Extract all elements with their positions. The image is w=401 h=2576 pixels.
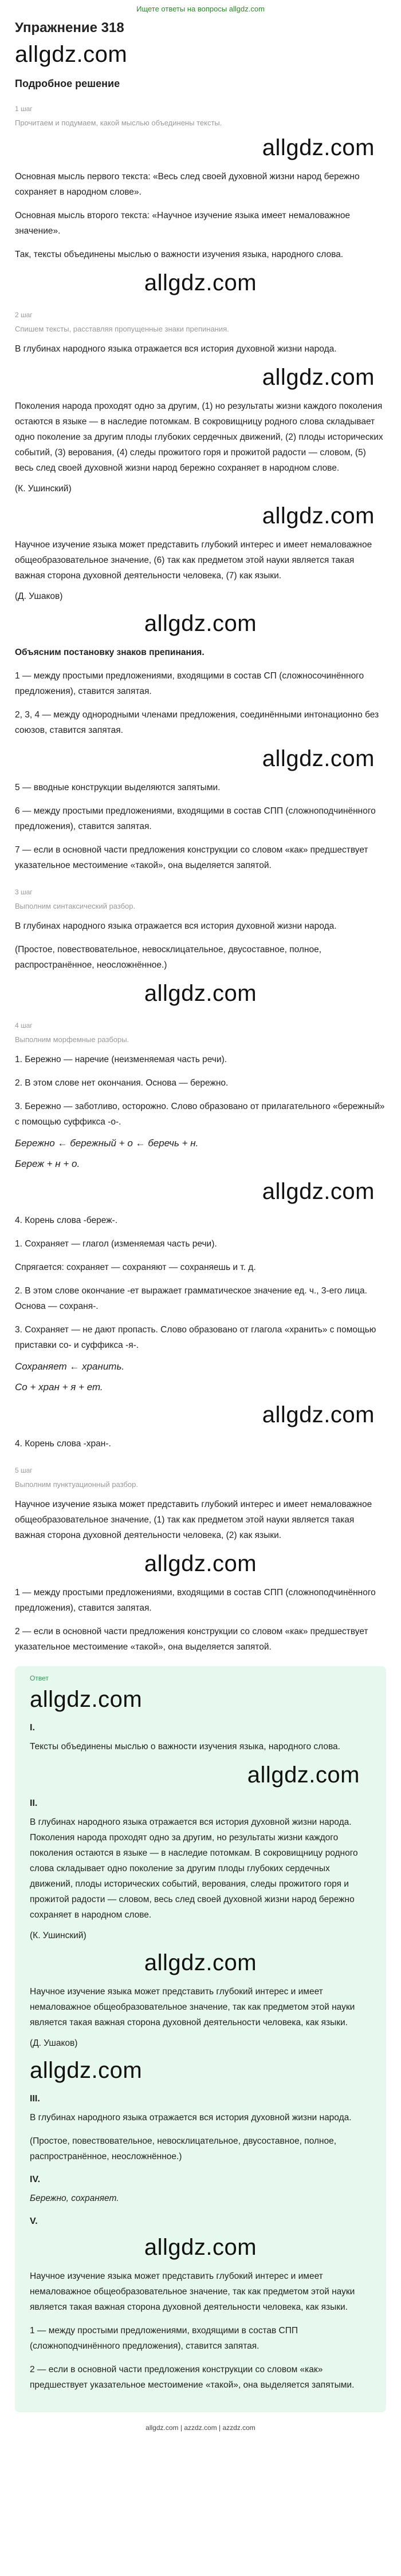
text-paragraph: Поколения народа проходят одно за другим, (1) но результаты жизни каждого поколения остаются в языке — в наследие потомкам. В сокровищницу родного слова складывает одно поколение за другим плоды глубоких сердечных движений, (2) плоды исторических событий, (3) верования, (4) следы прожитого горя и прожитой радости — словом, (5) весь след своей духовной жизни народ бережно сохраняет в народном слове.	[15, 401, 383, 473]
step-label: 5 шаг	[15, 1466, 33, 1474]
morph-line: 2. В этом слове окончание -ет выражает грамматическое значение ед. ч., 3-его лица. Основа — сохраня-.	[15, 1286, 367, 1311]
answer-text: Научное изучение языка может представить глубокий интерес и имеет немаловажное общеобразовательное значение, так как предметом этой науки является такая важная сторона духовной деятельности человека, как языки.	[30, 2271, 355, 2312]
answer-text: В глубинах народного языка отражается вся история духовной жизни народа. Поколения народа проходят одно за другим, но результаты жизни каждого поколения остаются в языке — в наследие потомкам. В сокровищницу родного слова складывает одно поколение за другим плоды глубоких сердечных движений, плоды исторических событий, верования, следы прожитого горя и прожитой радости — словом, весь след своей духовной жизни народ бережно сохраняет в народном слове.	[30, 1817, 358, 1920]
step-note: Выполним пунктуационный разбор.	[15, 1480, 138, 1489]
answer-section-number: IV.	[30, 2175, 41, 2184]
punct-rule: 2, 3, 4 — между однородными членами предложения, соединёнными интонационно без союзов, ставится запятая.	[15, 710, 379, 735]
step-label: 3 шаг	[15, 888, 33, 896]
watermark: allgdz.com	[144, 270, 257, 295]
answer-section-number: V.	[30, 2216, 38, 2226]
step-note: Выполним синтаксический разбор.	[15, 902, 136, 910]
top-link[interactable]: Ищете ответы на вопросы allgdz.com	[136, 5, 265, 13]
morph-line: Спрягается: сохраняет — сохраняют — сохраняешь и т. д.	[15, 1263, 256, 1272]
answer-label: Ответ	[30, 1674, 49, 1682]
solution-heading: Подробное решение	[15, 78, 120, 89]
text-sentence: В глубинах народного языка отражается вся история духовной жизни народа.	[15, 344, 337, 354]
morph-line: 4. Корень слова -береж-.	[15, 1216, 118, 1225]
paragraph: Так, тексты объединены мыслью о важности изучения языка, народного слова.	[15, 250, 344, 259]
watermark: allgdz.com	[30, 2058, 143, 2083]
punct-title: Объясним постановку знаков препинания.	[15, 648, 205, 657]
watermark: allgdz.com	[144, 981, 257, 1006]
answer-text: (Простое, повествовательное, невосклицательное, двусоставное, полное, распространённое, неосложнённое.)	[30, 2136, 337, 2161]
syntax-sentence: В глубинах народного языка отражается вся история духовной жизни народа.	[15, 921, 337, 931]
watermark: allgdz.com	[144, 1551, 257, 1576]
footer-links[interactable]: allgdz.com | azzdz.com | azzdz.com	[146, 2424, 255, 2432]
author: (Д. Ушаков)	[30, 2038, 78, 2048]
punct-rule: 6 — между простыми предложениями, входящими в состав СПП (сложноподчинённого предложения), ставится запятая.	[15, 806, 376, 831]
answer-text: Бережно, сохраняет.	[30, 2194, 119, 2203]
morph-line: 2. В этом слове нет окончания. Основа — бережно.	[15, 1078, 229, 1088]
watermark: allgdz.com	[144, 2235, 257, 2260]
morph-formula: Береж + н + о.	[15, 1158, 80, 1169]
watermark: allgdz.com	[15, 42, 128, 67]
punct-rule: 1 — между простыми предложениями, входящими в состав СПП (сложноподчинённого предложения), ставится запятая.	[15, 1588, 376, 1613]
punct-rule: 7 — если в основной части предложения конструкции со словом «как» предшествует указательное местоимение «такой», она выделяется запятой.	[15, 845, 368, 870]
morph-formula: Бережно ← бережный + о ← беречь + н.	[15, 1138, 199, 1149]
morph-line: 3. Бережно — заботливо, осторожно. Слово образовано от прилагательного «бережный» с помощью суффикса -о-.	[15, 1102, 385, 1127]
answer-text: Научное изучение языка может представить глубокий интерес и имеет немаловажное общеобразовательное значение, так как предметом этой науки является такая важная сторона духовной деятельности человека, как языки.	[30, 1987, 355, 2027]
answer-section-number: III.	[30, 2094, 40, 2104]
morph-line: 3. Сохраняет — не дают пропасть. Слово образовано от глагола «хранить» с помощью приставки со- и суффикса -я-.	[15, 1325, 376, 1350]
author: (Д. Ушаков)	[15, 591, 63, 601]
watermark: allgdz.com	[262, 746, 375, 771]
punct-sentence: Научное изучение языка может представить глубокий интерес и имеет немаловажное общеобразовательное значение, (1) так как предметом этой науки является такая важная сторона духовной деятельности человека, (2) как языки.	[15, 1500, 372, 1540]
punct-rule: 1 — между простыми предложениями, входящими в состав СП (сложносочинённого предложения), ставится запятая.	[15, 671, 364, 696]
morph-line: 1. Бережно — наречие (неизменяемая часть речи).	[15, 1055, 227, 1064]
watermark: allgdz.com	[262, 1179, 375, 1204]
morph-line: 1. Сохраняет — глагол (изменяемая часть речи).	[15, 1239, 217, 1249]
morph-formula: Сохраняет ← хранить.	[15, 1361, 125, 1372]
paragraph: Основная мысль второго текста: «Научное изучение языка имеет немаловажное значение».	[15, 211, 351, 236]
morph-line: 4. Корень слова -хран-.	[15, 1439, 111, 1449]
step-note: Спишем тексты, расставляя пропущенные знаки препинания.	[15, 325, 229, 333]
paragraph: Основная мысль первого текста: «Весь след своей духовной жизни народ бережно сохраняет в народном слове».	[15, 172, 360, 197]
watermark: allgdz.com	[247, 1762, 360, 1788]
step-note: Выполним морфемные разборы.	[15, 1035, 129, 1044]
syntax-description: (Простое, повествовательное, невосклицательное, двусоставное, полное, распространённое, неосложнённое.)	[15, 945, 322, 970]
step-label: 4 шаг	[15, 1021, 33, 1029]
morph-formula: Со + хран + я + ет.	[15, 1382, 103, 1392]
watermark: allgdz.com	[262, 1402, 375, 1427]
step-label: 2 шаг	[15, 311, 33, 319]
watermark: allgdz.com	[144, 611, 257, 636]
author: (К. Ушинский)	[30, 1931, 87, 1940]
answer-text: В глубинах народного языка отражается вся история духовной жизни народа.	[30, 2113, 352, 2123]
punct-rule: 2 — если в основной части предложения конструкции со словом «как» предшествует указательное местоимение «такой», она выделяется запятой.	[15, 1627, 368, 1652]
answer-text: 2 — если в основной части предложения конструкции со словом «как» предшествует указательное местоимение «такой», она выделяется запятыми.	[30, 2365, 355, 2390]
watermark: allgdz.com	[262, 135, 375, 160]
page-title: Упражнение 318	[15, 20, 124, 35]
answer-text: Тексты объединены мыслью о важности изучения языка, народного слова.	[30, 1742, 340, 1751]
punct-rule: 5 — вводные конструкции выделяются запятыми.	[15, 783, 221, 792]
answer-section-number: I.	[30, 1723, 35, 1733]
text-paragraph: Научное изучение языка может представить глубокий интерес и имеет немаловажное общеобразовательное значение, (6) так как предметом этой науки является такая важная сторона духовной деятельности человека, (7) как языки.	[15, 540, 372, 581]
answer-text: 1 — между простыми предложениями, входящими в состав СПП (сложноподчинённого предложения), ставится запятая.	[30, 2326, 298, 2351]
step-note: Прочитаем и подумаем, какой мыслью объединены тексты.	[15, 119, 222, 127]
answer-block	[15, 1666, 386, 2412]
author: (К. Ушинский)	[15, 484, 72, 494]
watermark: allgdz.com	[262, 365, 375, 390]
answer-section-number: II.	[30, 1798, 38, 1808]
watermark: allgdz.com	[262, 503, 375, 528]
watermark: allgdz.com	[144, 1950, 257, 1975]
watermark: allgdz.com	[30, 1687, 143, 1712]
step-label: 1 шаг	[15, 105, 33, 113]
